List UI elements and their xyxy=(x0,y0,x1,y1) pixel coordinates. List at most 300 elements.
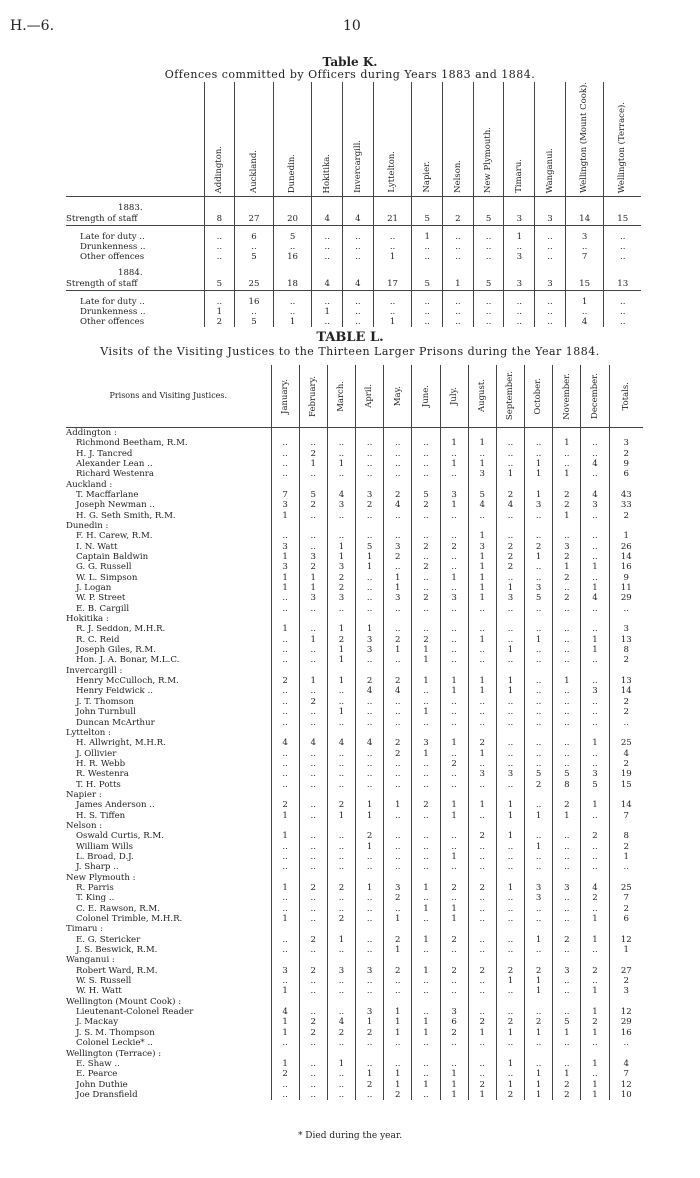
table-cell: .. xyxy=(327,749,355,759)
table-cell: .. xyxy=(496,449,524,459)
table-cell: 1 xyxy=(327,625,355,635)
table-cell: 2 xyxy=(553,935,581,945)
table-cell: 1 xyxy=(412,1080,440,1090)
table-cell: .. xyxy=(581,1069,609,1079)
table-cell: .. xyxy=(327,1038,355,1048)
table-cell: 1 xyxy=(525,842,553,852)
table-cell: .. xyxy=(327,759,355,769)
table-cell: 3 xyxy=(327,500,355,510)
prison-row xyxy=(66,428,643,439)
table-cell: 1 xyxy=(440,573,468,583)
table-cell: 4 xyxy=(327,1018,355,1028)
table-cell: 1 xyxy=(440,438,468,448)
column-header-label: Dunedin. xyxy=(287,153,298,193)
blank-cell xyxy=(525,873,553,883)
table-cell: .. xyxy=(271,852,299,862)
blank-cell xyxy=(356,790,384,800)
blank-cell xyxy=(343,268,374,278)
table-cell: 9 xyxy=(609,573,643,583)
table-cell: 3 xyxy=(496,769,524,779)
table-cell: .. xyxy=(384,780,412,790)
table-cell: 7 xyxy=(565,252,604,262)
justice-name: J. S. M. Thompson xyxy=(76,1027,155,1038)
table-cell: 2 xyxy=(299,966,327,976)
table-cell: .. xyxy=(356,531,384,541)
blank-cell xyxy=(525,956,553,966)
blank-cell xyxy=(609,614,643,624)
table-cell: 1 xyxy=(271,831,299,841)
table-cell: .. xyxy=(271,1038,299,1048)
table-cell: 13 xyxy=(609,635,643,645)
table-cell: 8 xyxy=(204,213,235,226)
table-cell: 16 xyxy=(609,562,643,572)
table-cell: 5 xyxy=(473,278,504,291)
column-header-label: Wellington (Terrace). xyxy=(617,101,628,193)
table-cell: 1 xyxy=(356,800,384,810)
table-cell: .. xyxy=(496,604,524,614)
table-cell: 2 xyxy=(553,500,581,510)
table-cell: 5 xyxy=(468,490,496,500)
blank-cell xyxy=(299,873,327,883)
table-cell: .. xyxy=(440,604,468,614)
blank-cell xyxy=(468,821,496,831)
blank-cell xyxy=(553,480,581,490)
blank-cell xyxy=(525,1049,553,1059)
blank-cell xyxy=(581,997,609,1007)
table-cell: .. xyxy=(496,697,524,707)
table-cell: .. xyxy=(356,583,384,593)
blank-cell xyxy=(327,956,355,966)
footnote: * Died during the year. xyxy=(297,1131,403,1141)
table-cell: 25 xyxy=(235,278,274,291)
table-cell: .. xyxy=(356,604,384,614)
blank-cell xyxy=(553,790,581,800)
table-cell: 1 xyxy=(412,645,440,655)
table-cell: 1 xyxy=(525,552,553,562)
table-cell: .. xyxy=(468,604,496,614)
table-cell: 10 xyxy=(609,1090,643,1100)
table-cell: 1 xyxy=(468,552,496,562)
table-cell: .. xyxy=(327,852,355,862)
column-header xyxy=(271,365,299,428)
table-cell: .. xyxy=(356,914,384,924)
table-cell: .. xyxy=(496,459,524,469)
table-cell: 2 xyxy=(412,635,440,645)
table-cell: .. xyxy=(553,1059,581,1069)
column-header xyxy=(440,365,468,428)
table-cell: .. xyxy=(412,769,440,779)
table-cell: .. xyxy=(299,800,327,810)
table-cell: .. xyxy=(581,542,609,552)
table-cell: .. xyxy=(412,511,440,521)
table-cell: .. xyxy=(384,697,412,707)
table-cell: .. xyxy=(412,307,443,317)
blank-cell xyxy=(356,728,384,738)
blank-cell xyxy=(384,428,412,439)
table-cell: .. xyxy=(504,297,535,307)
table-cell: .. xyxy=(343,317,374,327)
blank-cell xyxy=(440,1049,468,1059)
table-cell: 1 xyxy=(412,1028,440,1038)
table-cell: .. xyxy=(412,438,440,448)
table-cell: 1 xyxy=(271,583,299,593)
table-cell: .. xyxy=(356,438,384,448)
table-cell: 1 xyxy=(271,1028,299,1038)
table-cell: 3 xyxy=(581,687,609,697)
table-cell: 1 xyxy=(553,438,581,448)
table-cell: .. xyxy=(496,935,524,945)
blank-cell xyxy=(496,790,524,800)
table-cell: 4 xyxy=(581,594,609,604)
blank-cell xyxy=(356,821,384,831)
table-cell: 2 xyxy=(356,676,384,686)
table-cell: 1 xyxy=(496,976,524,986)
table-cell: .. xyxy=(412,987,440,997)
table-cell: .. xyxy=(327,987,355,997)
prison-row xyxy=(66,521,643,531)
justice-name: Lieutenant-Colonel Reader xyxy=(76,1007,194,1018)
table-cell: .. xyxy=(443,307,474,317)
table-cell: 2 xyxy=(299,500,327,510)
table-cell: .. xyxy=(604,317,641,327)
table-cell: .. xyxy=(299,438,327,448)
table-cell: 1 xyxy=(496,645,524,655)
table-cell: .. xyxy=(271,769,299,779)
blank-cell xyxy=(553,821,581,831)
table-cell: .. xyxy=(299,1069,327,1079)
table-cell: 2 xyxy=(609,656,643,666)
table-cell: 12 xyxy=(609,1007,643,1017)
table-cell: 1 xyxy=(468,687,496,697)
table-cell: 1 xyxy=(412,1018,440,1028)
blank-cell xyxy=(440,614,468,624)
table-cell: .. xyxy=(412,1069,440,1079)
table-cell: 2 xyxy=(384,749,412,759)
table-cell: .. xyxy=(412,697,440,707)
table-cell: 1 xyxy=(327,811,355,821)
table-cell: 3 xyxy=(565,232,604,242)
table-cell: .. xyxy=(609,1038,643,1048)
table-cell: 1 xyxy=(384,1028,412,1038)
offence-label: Other offences xyxy=(80,251,145,262)
blank-cell xyxy=(271,614,299,624)
table-cell: 1 xyxy=(440,1080,468,1090)
column-header xyxy=(343,82,374,196)
table-cell: 4 xyxy=(327,738,355,748)
table-cell: 2 xyxy=(609,904,643,914)
table-cell: 5 xyxy=(525,769,553,779)
table-cell: 1 xyxy=(609,852,643,862)
table-cell: .. xyxy=(553,976,581,986)
table-cell: .. xyxy=(412,842,440,852)
justice-name: J. T. Thomson xyxy=(76,696,134,707)
table-row xyxy=(66,500,643,510)
table-cell: .. xyxy=(412,449,440,459)
blank-cell xyxy=(609,925,643,935)
blank-cell xyxy=(468,1049,496,1059)
blank-cell xyxy=(468,790,496,800)
table-cell: .. xyxy=(327,769,355,779)
table-cell: 1 xyxy=(581,1080,609,1090)
blank-cell xyxy=(356,956,384,966)
column-header-label: Nelson. xyxy=(452,160,463,193)
table-row xyxy=(66,1028,643,1038)
table-cell: 1 xyxy=(553,811,581,821)
table-cell: 2 xyxy=(204,317,235,327)
table-cell: 5 xyxy=(235,252,274,262)
table-cell: .. xyxy=(384,438,412,448)
table-cell: .. xyxy=(356,656,384,666)
blank-cell xyxy=(604,268,641,278)
table-cell: 1 xyxy=(581,1059,609,1069)
column-header-label: December. xyxy=(589,373,600,419)
table-cell: 1 xyxy=(299,573,327,583)
table-cell: .. xyxy=(553,1038,581,1048)
blank-cell xyxy=(553,997,581,1007)
blank-cell xyxy=(553,873,581,883)
table-cell: 2 xyxy=(271,1069,299,1079)
blank-cell xyxy=(412,790,440,800)
table-cell: 2 xyxy=(440,883,468,893)
table-cell: .. xyxy=(553,945,581,955)
table-cell: .. xyxy=(553,604,581,614)
table-cell: .. xyxy=(299,656,327,666)
blank-cell xyxy=(271,821,299,831)
table-cell: 5 xyxy=(553,769,581,779)
table-cell: 1 xyxy=(440,852,468,862)
table-k-title: Table K. xyxy=(322,55,378,69)
blank-cell xyxy=(440,480,468,490)
table-cell: 2 xyxy=(271,676,299,686)
table-cell: 4 xyxy=(343,213,374,226)
justice-name: E. Shaw .. xyxy=(76,1058,120,1069)
table-cell: .. xyxy=(525,749,553,759)
blank-cell xyxy=(271,428,299,439)
column-header-label: May. xyxy=(392,385,403,407)
year-label: 1884. xyxy=(118,267,143,278)
year-label: 1883. xyxy=(118,202,143,213)
blank-cell xyxy=(271,666,299,676)
table-cell: 2 xyxy=(412,562,440,572)
justice-name: J. Sharp .. xyxy=(76,862,119,873)
table-cell: 1 xyxy=(525,976,553,986)
table-cell: 16 xyxy=(273,252,312,262)
table-cell: 1 xyxy=(443,278,474,291)
justice-name: G. G. Russell xyxy=(76,562,132,573)
table-cell: 1 xyxy=(468,438,496,448)
table-cell: 1 xyxy=(412,707,440,717)
column-header-label: Auckland. xyxy=(248,150,259,193)
table-cell: 1 xyxy=(553,562,581,572)
table-cell: .. xyxy=(327,893,355,903)
table-cell: .. xyxy=(581,759,609,769)
prison-name: Invercargill : xyxy=(66,665,123,676)
table-cell: 16 xyxy=(235,297,274,307)
table-cell: 1 xyxy=(327,1059,355,1069)
table-cell: .. xyxy=(271,438,299,448)
blank-cell xyxy=(473,268,504,278)
blank-cell xyxy=(412,203,443,213)
blank-cell xyxy=(271,925,299,935)
blank-cell xyxy=(271,521,299,531)
blank-cell xyxy=(204,268,235,278)
table-cell: 1 xyxy=(525,459,553,469)
table-row xyxy=(66,307,641,317)
table-cell: .. xyxy=(525,914,553,924)
table-cell: .. xyxy=(525,697,553,707)
table-row xyxy=(66,759,643,769)
table-cell: .. xyxy=(271,893,299,903)
table-cell: 2 xyxy=(384,635,412,645)
table-cell: 2 xyxy=(609,511,643,521)
table-cell: .. xyxy=(496,707,524,717)
table-cell: .. xyxy=(299,645,327,655)
table-cell: 5 xyxy=(553,1018,581,1028)
justice-name: R. J. Seddon, M.H.R. xyxy=(76,624,166,635)
table-cell: 1 xyxy=(525,811,553,821)
table-cell: 2 xyxy=(299,935,327,945)
table-cell: 1 xyxy=(553,1028,581,1038)
table-row xyxy=(66,687,643,697)
blank-cell xyxy=(581,873,609,883)
table-cell: .. xyxy=(412,242,443,252)
justice-name: R. Parris xyxy=(76,883,114,893)
column-header xyxy=(535,82,566,196)
table-cell: 12 xyxy=(609,1080,643,1090)
offence-label: Late for duty .. xyxy=(80,296,145,307)
table-cell: .. xyxy=(299,1080,327,1090)
table-cell: .. xyxy=(412,1090,440,1100)
table-cell: 1 xyxy=(496,687,524,697)
blank-cell xyxy=(609,428,643,439)
table-cell: 1 xyxy=(609,531,643,541)
table-cell: .. xyxy=(525,604,553,614)
column-header xyxy=(553,365,581,428)
table-cell: .. xyxy=(299,862,327,872)
table-cell: .. xyxy=(496,625,524,635)
blank-cell xyxy=(299,428,327,439)
table-cell: 2 xyxy=(496,542,524,552)
table-cell: .. xyxy=(525,656,553,666)
table-cell: .. xyxy=(271,1090,299,1100)
blank-cell xyxy=(299,480,327,490)
justice-name: J. Logan xyxy=(76,583,112,594)
table-cell: .. xyxy=(496,1069,524,1079)
table-row xyxy=(66,562,643,572)
table-cell: 1 xyxy=(356,883,384,893)
justice-name: E. B. Cargill xyxy=(76,603,130,614)
table-cell: .. xyxy=(553,842,581,852)
justice-name: H. Allwright, M.H.R. xyxy=(76,738,166,749)
table-cell: .. xyxy=(384,459,412,469)
table-cell: .. xyxy=(440,862,468,872)
column-header xyxy=(581,365,609,428)
table-row xyxy=(66,252,641,262)
table-cell: .. xyxy=(525,1007,553,1017)
table-cell: .. xyxy=(412,914,440,924)
table-cell: .. xyxy=(496,904,524,914)
table-cell: .. xyxy=(356,852,384,862)
table-cell: .. xyxy=(440,780,468,790)
blank-cell xyxy=(468,614,496,624)
blank-cell xyxy=(412,268,443,278)
table-cell: 33 xyxy=(609,500,643,510)
table-cell: .. xyxy=(204,297,235,307)
table-cell: 3 xyxy=(496,594,524,604)
table-cell: 2 xyxy=(468,883,496,893)
table-cell: .. xyxy=(373,297,412,307)
prison-name: Wanganui : xyxy=(66,955,115,966)
blank-cell xyxy=(299,666,327,676)
blank-cell xyxy=(525,614,553,624)
blank-cell xyxy=(299,821,327,831)
table-cell: 1 xyxy=(384,1018,412,1028)
table-cell: .. xyxy=(412,893,440,903)
blank-cell xyxy=(271,790,299,800)
table-cell: .. xyxy=(525,449,553,459)
table-cell: .. xyxy=(581,811,609,821)
table-cell: .. xyxy=(468,987,496,997)
blank-cell xyxy=(496,1049,524,1059)
table-l-caption: Visits of the Visiting Justices to the Thirteen Larger Prisons during the Year 1884. xyxy=(100,345,600,358)
table-cell: 43 xyxy=(609,490,643,500)
table-cell: 1 xyxy=(525,469,553,479)
table-row xyxy=(66,438,643,448)
table-cell: 2 xyxy=(496,1018,524,1028)
table-cell: 4 xyxy=(496,500,524,510)
table-cell: 2 xyxy=(468,738,496,748)
column-header xyxy=(412,82,443,196)
table-row xyxy=(66,511,643,521)
table-cell: .. xyxy=(299,625,327,635)
column-header-label: November. xyxy=(561,372,572,420)
table-cell: 29 xyxy=(609,1018,643,1028)
column-header xyxy=(473,82,504,196)
table-cell: 4 xyxy=(384,687,412,697)
table-cell: 3 xyxy=(609,625,643,635)
table-cell: 3 xyxy=(553,542,581,552)
table-cell: .. xyxy=(273,242,312,252)
table-cell: .. xyxy=(496,656,524,666)
table-cell: 17 xyxy=(373,278,412,291)
justice-name: R. Westenra xyxy=(76,769,129,780)
offence-label: Drunkenness .. xyxy=(80,306,146,317)
table-cell: .. xyxy=(384,718,412,728)
table-cell: .. xyxy=(384,562,412,572)
table-cell: 8 xyxy=(553,780,581,790)
table-k-caption: Offences committed by Officers during Years 1883 and 1884. xyxy=(164,68,536,81)
table-cell: .. xyxy=(412,811,440,821)
blank-cell xyxy=(553,1049,581,1059)
table-cell: .. xyxy=(535,252,566,262)
table-cell: .. xyxy=(412,862,440,872)
table-cell: .. xyxy=(565,307,604,317)
table-row xyxy=(66,1059,643,1069)
blank-cell xyxy=(609,666,643,676)
table-cell: .. xyxy=(384,811,412,821)
table-cell: 2 xyxy=(443,213,474,226)
column-header xyxy=(204,82,235,196)
table-cell: .. xyxy=(384,449,412,459)
prison-name: Addington : xyxy=(66,427,117,438)
table-cell: 3 xyxy=(271,500,299,510)
table-cell: 2 xyxy=(496,552,524,562)
blank-cell xyxy=(327,521,355,531)
table-cell: .. xyxy=(343,307,374,317)
table-cell: 2 xyxy=(327,583,355,593)
header-blank xyxy=(66,82,204,196)
column-header xyxy=(468,365,496,428)
